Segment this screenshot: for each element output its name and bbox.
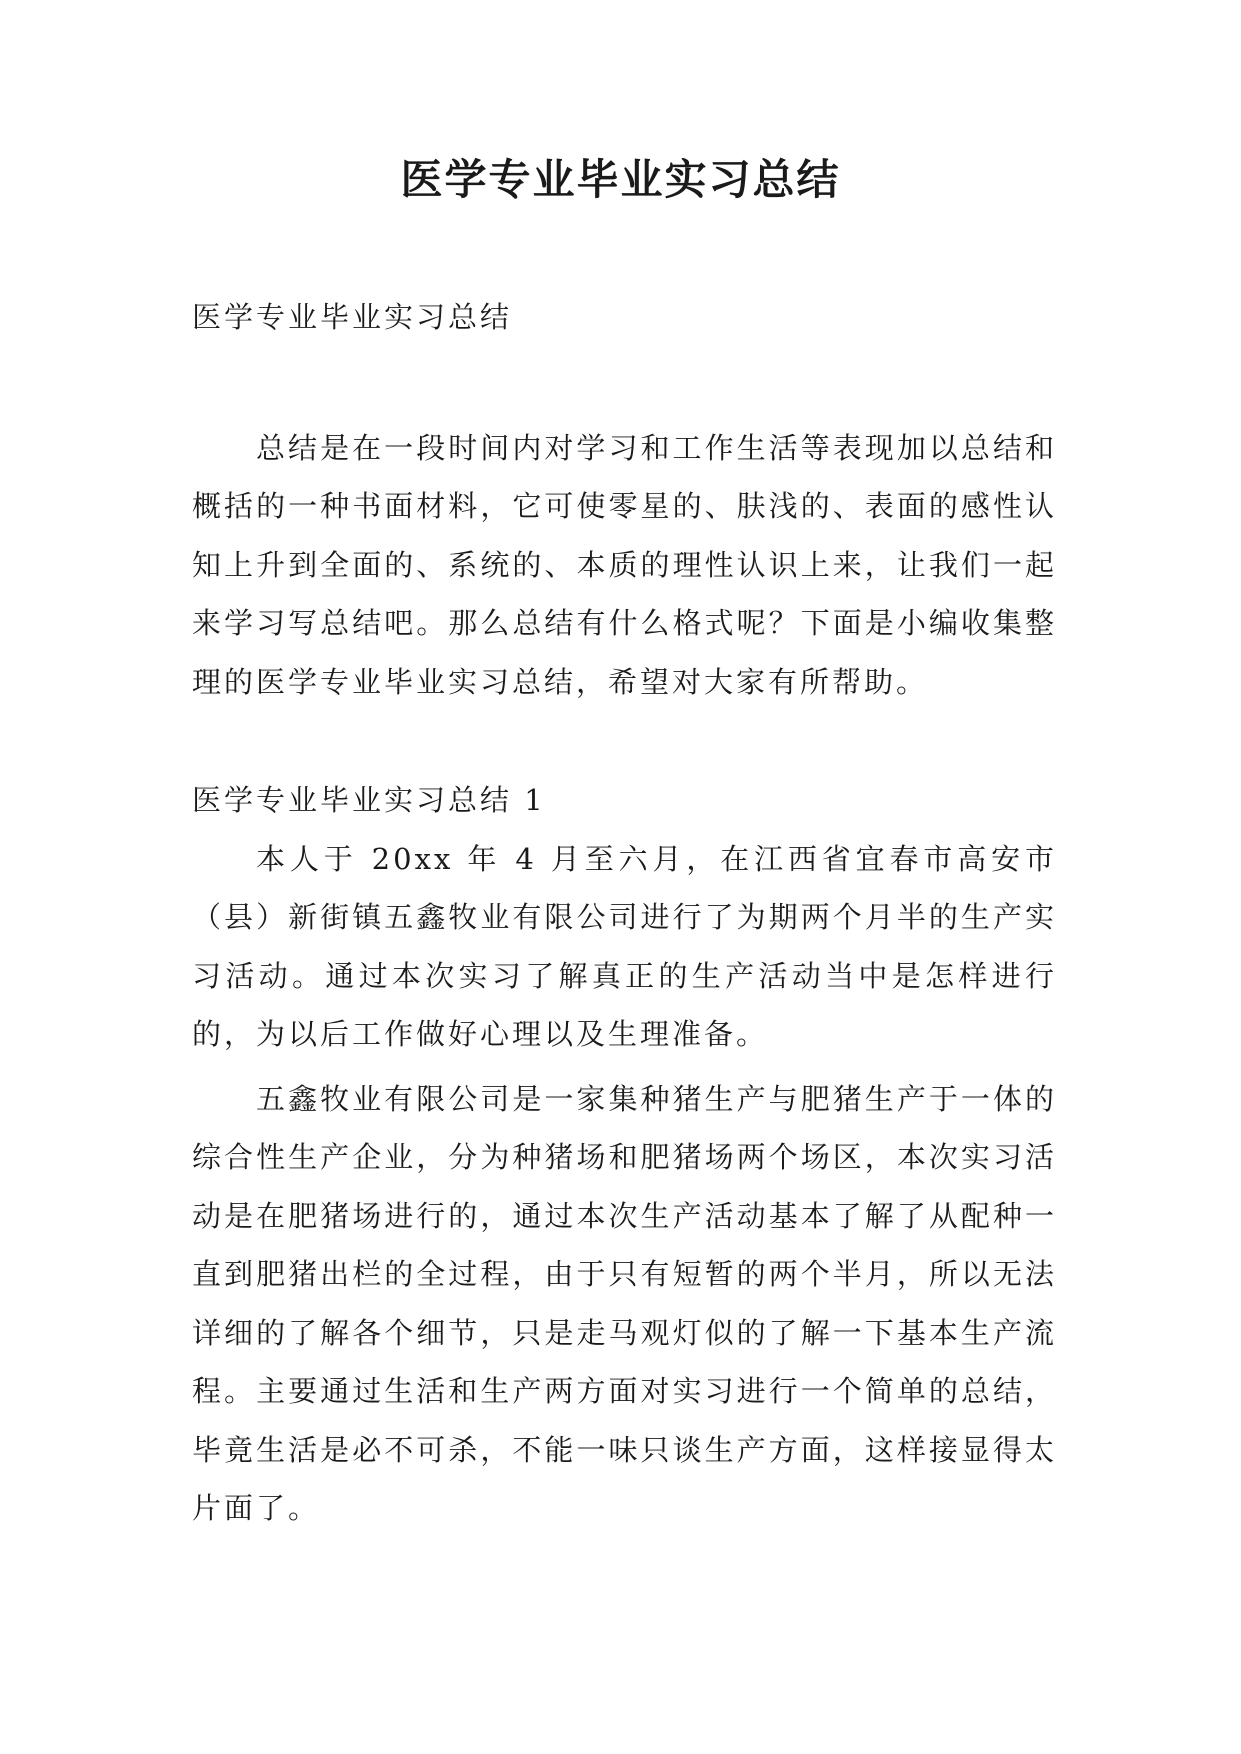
spacer (192, 711, 1057, 771)
intro-paragraph: 总结是在一段时间内对学习和工作生活等表现加以总结和概括的一种书面材料，它可使零星的、肤浅的、表面的感性认知上升到全面的、系统的、本质的理性认识上来，让我们一起来学习写总结吧。那么总结有什么格式呢？下面是小编收集整理的医学专业毕业实习总结，希望对大家有所帮助。 (192, 430, 1057, 699)
body-paragraph: 五鑫牧业有限公司是一家集种猪生产与肥猪生产于一体的综合性生产企业，分为种猪场和肥猪场两个场区，本次实习活动是在肥猪场进行的，通过本次生产活动基本了解了从配种一直到肥猪出栏的全过程，由于只有短暂的两个半月，所以无法详细的了解各个细节，只是走马观灯似的了解一下基本生产流程。主要通过生活和生产两方面对实习进行一个简单的总结，毕竟生活是必不可杀，不能一味只谈生产方面，这样接显得太片面了。 (192, 1081, 1057, 1525)
section-heading: 医学专业毕业实习总结 1 (192, 783, 546, 817)
document-body (192, 288, 1057, 1538)
body-paragraph: 本人于 20xx 年 4 月至六月，在江西省宜春市高安市（县）新街镇五鑫牧业有限公司进行了为期两个月半的生产实习活动。通过本次实习了解真正的生产活动当中是怎样进行的，为以后工作做好心理以及生理准备。 (192, 841, 1057, 1051)
spacer (192, 347, 1057, 419)
document-title: 医学专业毕业实习总结 (400, 155, 841, 204)
document-subtitle: 医学专业毕业实习总结 (192, 300, 513, 334)
